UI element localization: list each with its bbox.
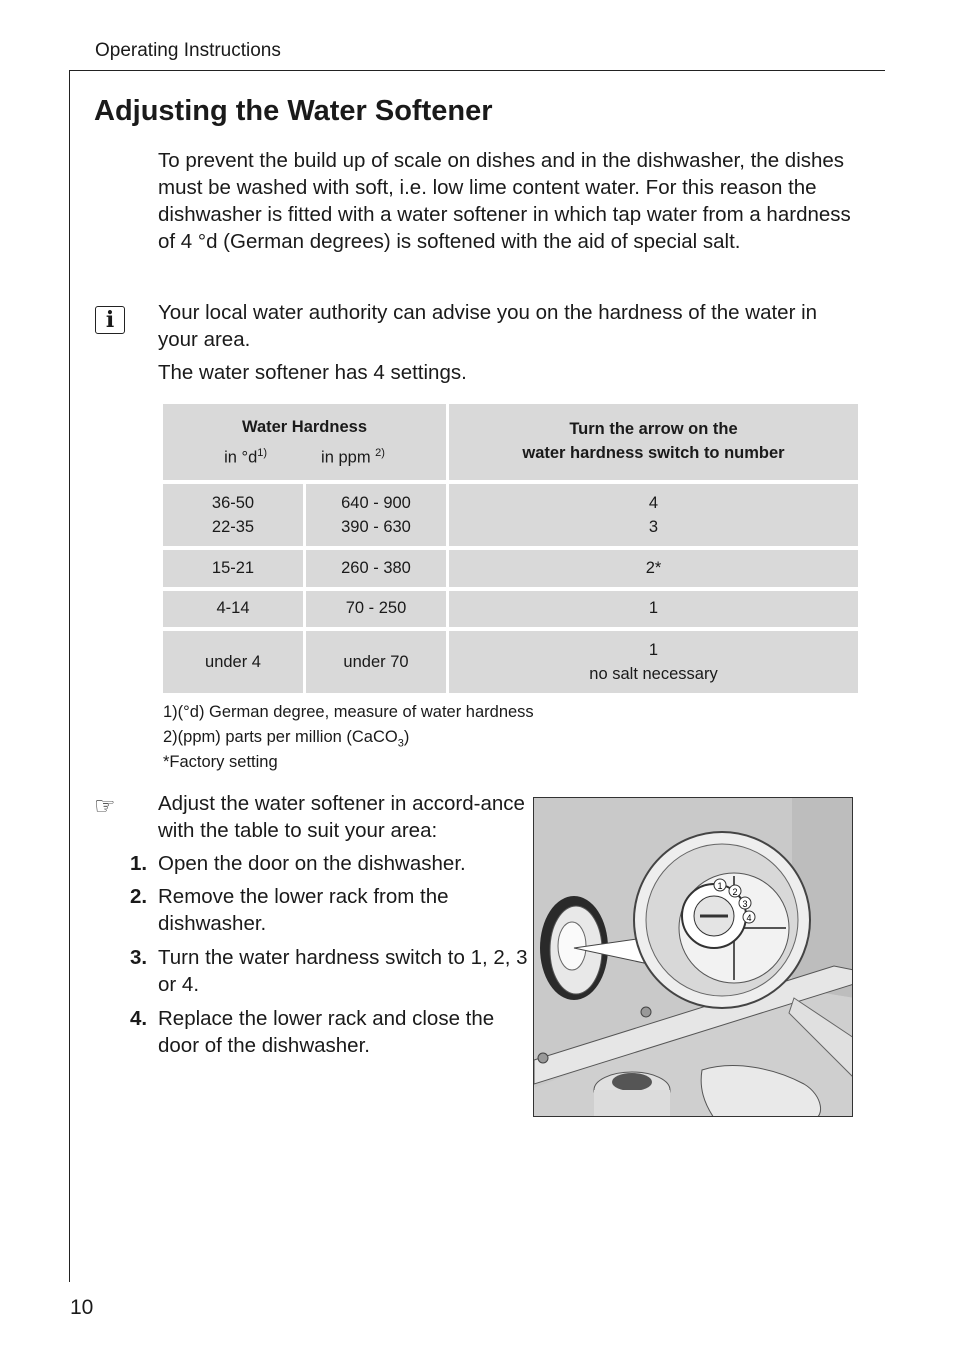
step-item: 2. Remove the lower rack from the dishwasher.: [130, 885, 449, 935]
table-cell-deg: 4-14: [163, 591, 303, 627]
header-water-hardness: [163, 404, 446, 480]
table-cell-setting: 4 3: [449, 484, 858, 546]
table-cell-deg: 15-21: [163, 550, 303, 587]
step-item: 4. Replace the lower rack and close the door of the dishwasher.: [130, 1007, 495, 1057]
pointing-hand-icon: ☞: [94, 793, 116, 820]
table-cell-ppm: 260 - 380: [306, 550, 446, 587]
dial-number: 1: [717, 881, 723, 891]
intro-paragraph: To prevent the build up of scale on dishes and in the dishwasher, the dishes must be washed with soft, i.e. low lime content water. For this reason the dishwasher is fitted with a water softener in which tap water from a hardness of 4 °d (German degrees) is softened with the aid of special salt.: [158, 149, 851, 253]
footnote-2: 2)(ppm) parts per million (CaCO$_3$): [163, 728, 410, 750]
page-number: 10: [70, 1296, 94, 1319]
margin-rule: [69, 70, 70, 1282]
header-switch-line2: water hardness switch to number: [522, 444, 785, 462]
dishwasher-dial-illustration: [533, 797, 853, 1117]
footnote-3: *Factory setting: [163, 753, 278, 771]
hardness-table: [163, 404, 858, 693]
table-cell-setting: 2*: [449, 550, 858, 587]
header-rule: [69, 70, 885, 71]
dial-number: 4: [746, 913, 752, 923]
header-units: [163, 441, 446, 470]
authority-note: Your local water authority can advise you on the hardness of the water in your area.: [158, 301, 818, 351]
table-cell-ppm: under 70: [306, 631, 446, 693]
header-hardness-title: Water Hardness: [241, 418, 367, 436]
dial-drawing: [534, 798, 853, 1117]
running-header: Operating Instructions: [95, 40, 281, 61]
settings-count: The water softener has 4 settings.: [158, 361, 467, 384]
dial-number: 3: [742, 899, 748, 909]
table-cell-deg: 36-50 22-35: [163, 484, 303, 546]
footnote-1: 1)(°d) German degree, measure of water hardness: [163, 703, 534, 721]
header-unit-deg: in $^\circ d^{1)}$: [224, 447, 268, 467]
info-icon: i: [95, 306, 125, 334]
table-cell-ppm: 640 - 900 390 - 630: [306, 484, 446, 546]
header-unit-ppm: in ppm $^{2)}$: [321, 447, 385, 467]
header-switch-line1: Turn the arrow on the: [569, 420, 738, 438]
adjust-instruction: Adjust the water softener in accord-ance with the table to suit your area:: [158, 792, 525, 842]
step-item: 1. Open the door on the dishwasher.: [130, 852, 466, 875]
step-item: 3. Turn the water hardness switch to 1, 2, 3 or 4.: [130, 946, 528, 996]
page-title: Adjusting the Water Softener: [94, 95, 493, 127]
table-cell-setting: 1: [449, 591, 858, 627]
table-cell-ppm: 70 - 250: [306, 591, 446, 627]
dial-number: 2: [732, 887, 738, 897]
table-cell-setting: 1 no salt necessary: [449, 631, 858, 693]
header-switch-number: [449, 404, 858, 480]
table-cell-deg: under 4: [163, 631, 303, 693]
